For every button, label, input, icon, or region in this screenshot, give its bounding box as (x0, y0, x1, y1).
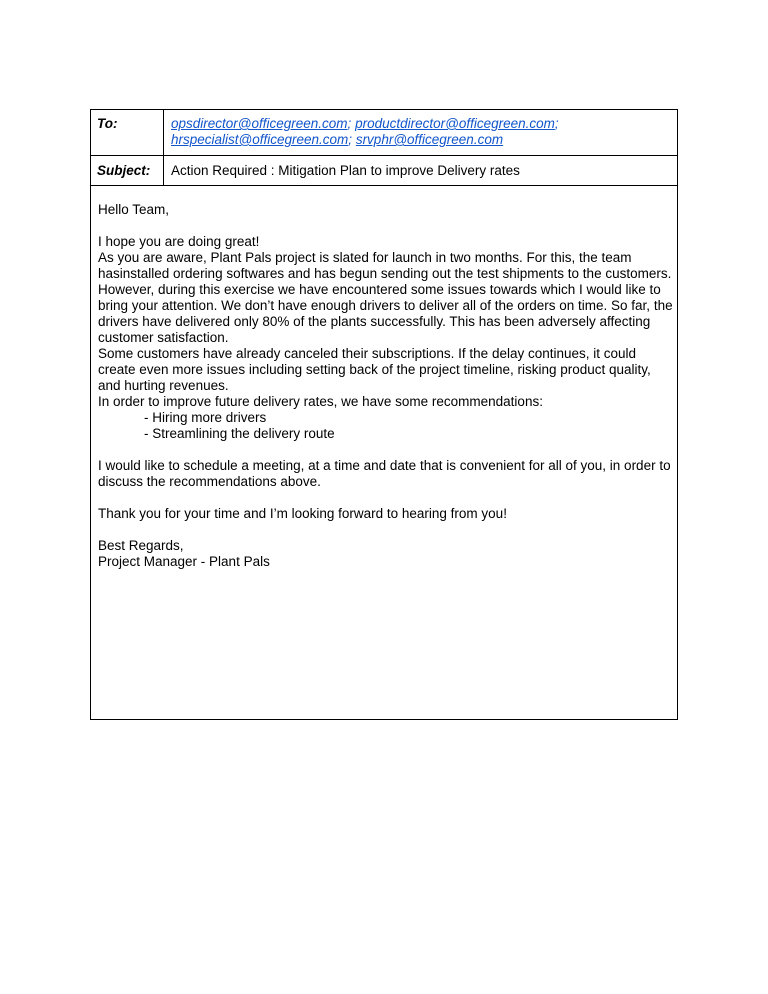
recipient-link[interactable]: hrspecialist@officegreen.com (171, 132, 349, 147)
email-document (90, 109, 678, 720)
recipient-separator: ; (348, 132, 353, 147)
spacer (98, 522, 677, 538)
subject-row (91, 156, 677, 186)
signoff: Best Regards, (98, 538, 184, 553)
recipient-separator: ; (554, 116, 559, 131)
to-row (91, 110, 677, 156)
body-line: I hope you are doing great! (98, 234, 260, 249)
greeting: Hello Team, (98, 202, 170, 217)
recipient-separator: ; (347, 116, 352, 131)
body-line: In order to improve future delivery rates, we have some recommendations: (98, 394, 543, 409)
subject-text: Action Required : Mitigation Plan to improve Delivery rates (171, 163, 520, 178)
email-body (91, 186, 677, 570)
recommendation-item: - Hiring more drivers (144, 410, 267, 425)
spacer (98, 218, 677, 234)
spacer (98, 490, 677, 506)
signature: Project Manager - Plant Pals (98, 554, 270, 569)
body-line: Some customers have already canceled their subscriptions. If the delay continues, it could create even more issues including setting back of the project timeline, risking product quality, and hurting revenues. (98, 346, 651, 393)
body-line: However, during this exercise we have encountered some issues towards which I would like to bring your attention. We don’t have enough drivers to deliver all of the orders on time. So far, the drivers have delivered only 80% of the plants successfully. This has been adversely affecting customer satisfaction. (98, 282, 673, 345)
recipients-field (164, 110, 677, 155)
recommendation-item: - Streamlining the delivery route (144, 426, 335, 441)
recipient-link[interactable]: opsdirector@officegreen.com (171, 116, 348, 131)
recipient-link[interactable]: productdirector@officegreen.com (355, 116, 555, 131)
thanks-paragraph: Thank you for your time and I’m looking forward to hearing from you! (98, 506, 507, 521)
meeting-paragraph: I would like to schedule a meeting, at a time and date that is convenient for all of you, in order to discuss the recommendations above. (98, 458, 671, 489)
recipient-link[interactable]: srvphr@officegreen.com (355, 132, 504, 147)
spacer (98, 442, 677, 458)
body-line: As you are aware, Plant Pals project is slated for launch in two months. For this, the team hasinstalled ordering softwares and has begun sending out the test shipments to the customers. (98, 250, 672, 281)
to-label: To: (91, 110, 164, 155)
subject-label: Subject: (91, 156, 164, 185)
